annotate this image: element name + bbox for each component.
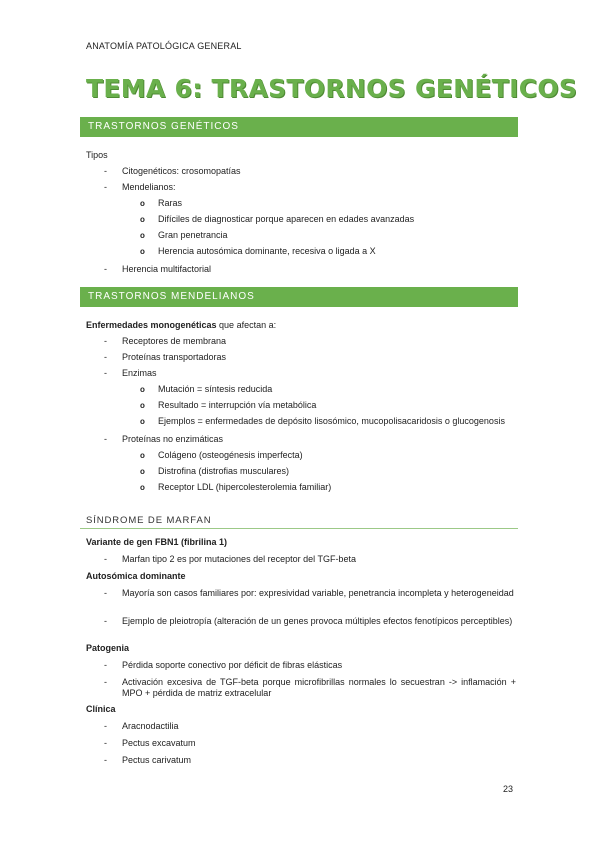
page-title: TEMA 6: TRASTORNOS GENÉTICOS xyxy=(86,74,578,103)
sub-list-item: Mutación = síntesis reducida xyxy=(158,384,273,394)
bullet-dash: - xyxy=(104,588,107,598)
intro-text xyxy=(86,320,276,331)
section-heading-genetic: TRASTORNOS GENÉTICOS xyxy=(80,117,518,137)
bullet-circle: o xyxy=(140,199,145,208)
list-item: Mayoría son casos familiares por: expresividad variable, penetrancia incompleta y heterogeneidad xyxy=(122,588,514,598)
list-item: Receptores de membrana xyxy=(122,336,227,346)
subsection-title: Patogenia xyxy=(86,643,130,653)
sub-list-item: Difíciles de diagnosticar porque aparecen en edades avanzadas xyxy=(158,214,415,224)
bullet-dash: - xyxy=(104,434,107,444)
subsection-title: Autosómica dominante xyxy=(86,571,186,581)
list-item: Proteínas transportadoras xyxy=(122,352,227,362)
section-heading-marfan: SÍNDROME DE MARFAN xyxy=(86,515,212,526)
bullet-circle: o xyxy=(140,231,145,240)
bullet-circle: o xyxy=(140,215,145,224)
bullet-dash: - xyxy=(104,368,107,378)
bullet-circle: o xyxy=(140,483,145,492)
list-item: Mendelianos: xyxy=(122,182,176,192)
bullet-circle: o xyxy=(140,385,145,394)
subsection-title: Clínica xyxy=(86,704,116,714)
intro-text: Tipos xyxy=(86,150,108,160)
bullet-dash: - xyxy=(104,166,107,176)
running-header: ANATOMÍA PATOLÓGICA GENERAL xyxy=(86,41,242,51)
list-item: Activación excesiva de TGF-beta porque microfibrillas normales lo secuestran -> inflamación + MPO + pérdida de matriz extracelular xyxy=(122,677,516,698)
sub-list-item: Colágeno (osteogénesis imperfecta) xyxy=(158,450,303,460)
bullet-circle: o xyxy=(140,247,145,256)
sub-list-item: Distrofina (distrofias musculares) xyxy=(158,466,290,476)
bullet-circle: o xyxy=(140,467,145,476)
intro-rest: que afectan a: xyxy=(216,320,277,330)
list-item: Proteínas no enzimáticas xyxy=(122,434,224,444)
sub-list-item: Herencia autosómica dominante, recesiva o ligada a X xyxy=(158,246,376,256)
list-item: Citogenéticos: crosomopatías xyxy=(122,166,241,176)
bullet-circle: o xyxy=(140,451,145,460)
list-item: Aracnodactilia xyxy=(122,721,179,731)
bullet-dash: - xyxy=(104,660,107,670)
bullet-dash: - xyxy=(104,755,107,765)
subsection-title: Variante de gen FBN1 (fibrilina 1) xyxy=(86,537,228,547)
list-item: Pectus excavatum xyxy=(122,738,196,748)
list-item: Herencia multifactorial xyxy=(122,264,212,274)
intro-bold: Enfermedades monogenéticas xyxy=(86,320,217,330)
section-heading-mendelian: TRASTORNOS MENDELIANOS xyxy=(80,287,518,307)
sub-list-item: Receptor LDL (hipercolesterolemia familiar) xyxy=(158,482,332,492)
sub-list-item: Resultado = interrupción vía metabólica xyxy=(158,400,317,410)
bullet-dash: - xyxy=(104,264,107,274)
bullet-dash: - xyxy=(104,616,107,626)
bullet-dash: - xyxy=(104,182,107,192)
bullet-dash: - xyxy=(104,336,107,346)
list-item: Pectus carivatum xyxy=(122,755,192,765)
bullet-dash: - xyxy=(104,738,107,748)
sub-list-item: Ejemplos = enfermedades de depósito lisosómico, mucopolisacaridosis o glucogenosis xyxy=(158,416,505,426)
list-item: Enzimas xyxy=(122,368,157,378)
bullet-dash: - xyxy=(104,554,107,564)
bullet-circle: o xyxy=(140,417,145,426)
list-item: Ejemplo de pleiotropía (alteración de un genes provoca múltiples efectos fenotípicos perceptibles) xyxy=(122,616,513,626)
list-item: Pérdida soporte conectivo por déficit de fibras elásticas xyxy=(122,660,343,670)
sub-list-item: Gran penetrancia xyxy=(158,230,228,240)
bullet-dash: - xyxy=(104,352,107,362)
bullet-circle: o xyxy=(140,401,145,410)
bullet-dash: - xyxy=(104,677,107,687)
sub-list-item: Raras xyxy=(158,198,183,208)
page-number: 23 xyxy=(503,784,514,794)
list-item: Marfan tipo 2 es por mutaciones del receptor del TGF-beta xyxy=(122,554,356,564)
section-divider xyxy=(80,528,518,529)
bullet-dash: - xyxy=(104,721,107,731)
